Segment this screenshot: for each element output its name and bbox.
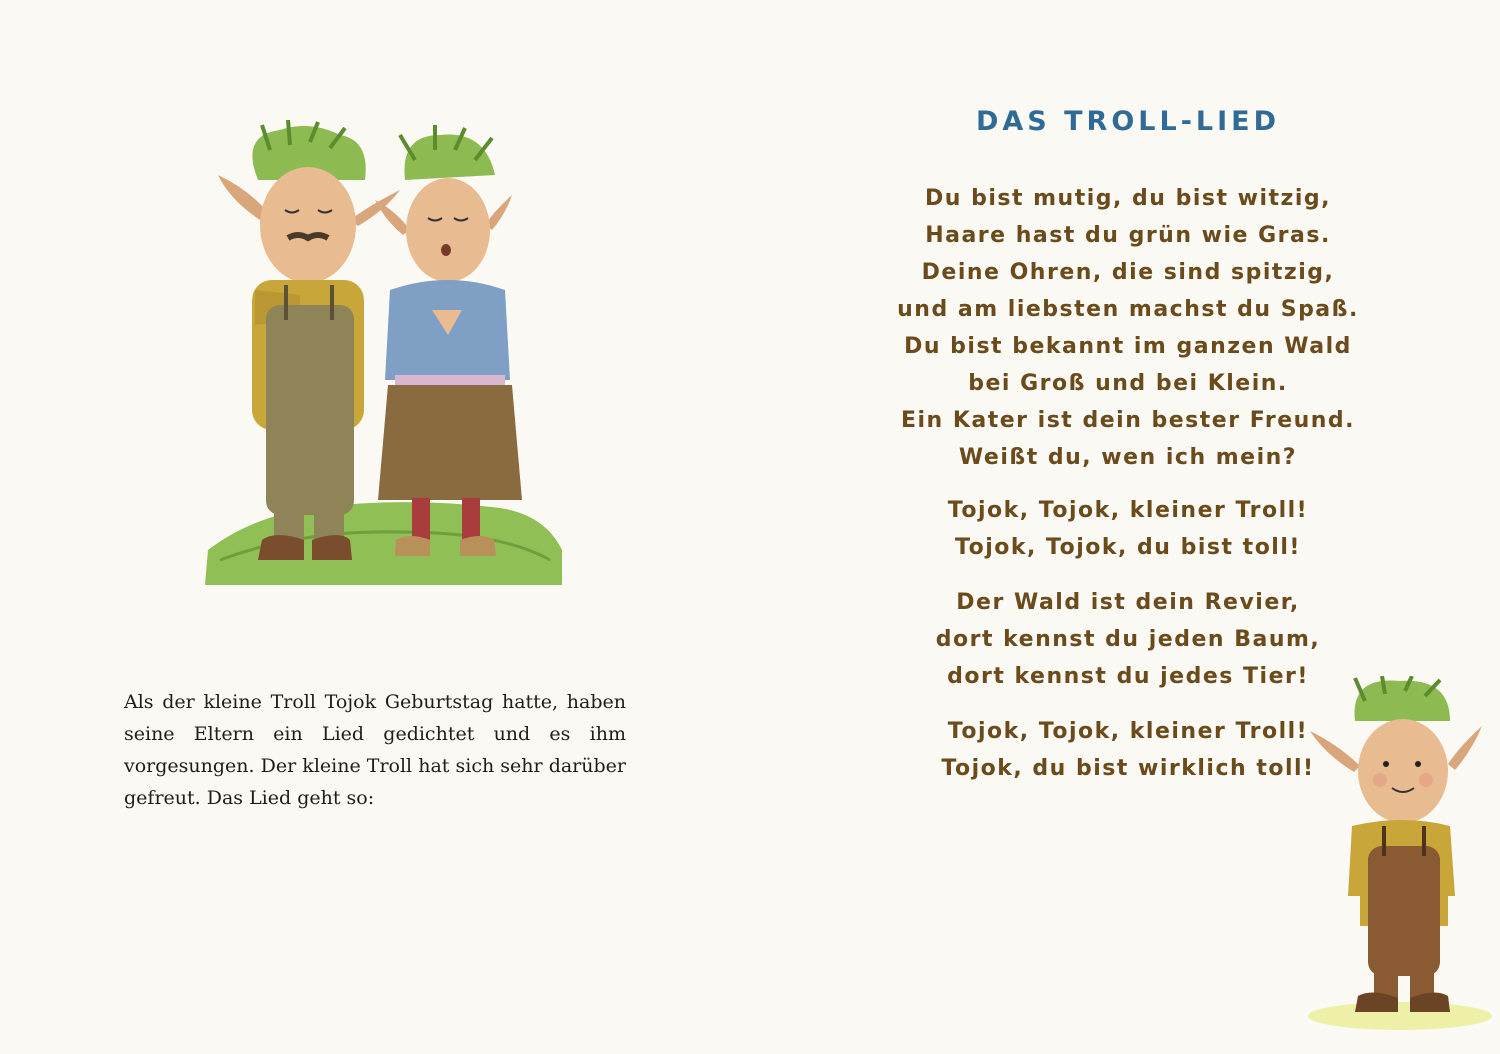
song-line: dort kennst du jedes Tier! [947, 664, 1309, 689]
song-line: dort kennst du jeden Baum, [935, 627, 1321, 652]
song-line: Der Wald ist dein Revier, [956, 590, 1300, 615]
song-line: Ein Kater ist dein bester Freund. [900, 408, 1356, 433]
intro-paragraph: Als der kleine Troll Tojok Geburtstag hatte, haben seine Eltern ein Lied gedichtet und es ihm vorgesungen. Der kleine Troll hat sich sehr darüber gefreut. Das Lied geht so: [124, 691, 626, 809]
song-line: Haare hast du grün wie Gras. [925, 223, 1331, 248]
song-line: Weißt du, wen ich mein? [958, 445, 1298, 470]
song-line: Tojok, du bist wirklich toll! [941, 756, 1315, 781]
song-line: und am liebsten machst du Spaß. [897, 297, 1359, 322]
tojok-troll-illustration [1300, 676, 1496, 1036]
song-stanza-1 [750, 180, 1500, 476]
troll-parents-illustration [200, 120, 566, 590]
right-page [750, 0, 1500, 1054]
song-line: Du bist mutig, du bist witzig, [924, 186, 1331, 211]
song-line: Deine Ohren, die sind spitzig, [921, 260, 1335, 285]
song-line: Tojok, Tojok, du bist toll! [955, 535, 1301, 560]
song-line: bei Groß und bei Klein. [968, 371, 1288, 396]
song-line: Tojok, Tojok, kleiner Troll! [947, 498, 1309, 523]
song-line: Tojok, Tojok, kleiner Troll! [947, 719, 1309, 744]
troll-father-figure [218, 120, 400, 560]
troll-mother-figure [375, 125, 522, 556]
song-line: Du bist bekannt im ganzen Wald [904, 334, 1352, 359]
song-title: DAS TROLL-LIED [975, 106, 1281, 137]
song-chorus-1 [750, 492, 1500, 566]
